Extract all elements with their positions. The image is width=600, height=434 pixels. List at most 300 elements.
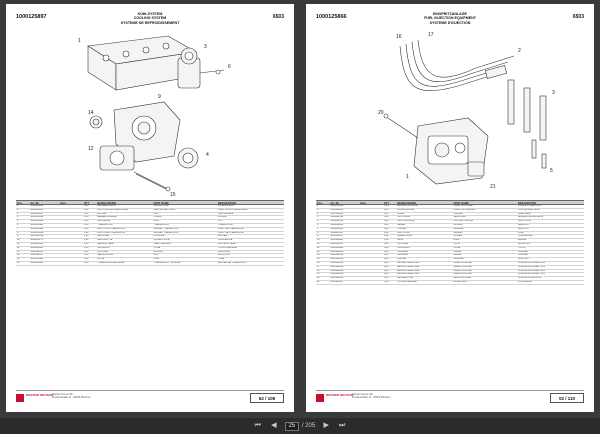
table-cell — [59, 216, 83, 219]
table-cell: INJECTION PUMP — [453, 205, 474, 207]
page-navigator — [285, 422, 315, 431]
table-cell: INJECTION LINE — [453, 273, 472, 276]
table-cell: 13 — [317, 250, 320, 253]
svg-text:3: 3 — [204, 44, 207, 50]
table-cell — [359, 281, 383, 284]
table-cell: DICHTUNG THERMOSTAT — [97, 227, 126, 230]
table-cell: 1000119357 — [30, 254, 43, 257]
table-cell: 1,00 — [83, 250, 89, 253]
table-cell: 1,00 — [83, 261, 89, 264]
page-footer — [16, 390, 284, 404]
table-cell: TEMP. SENSOR — [153, 242, 171, 245]
table-cell: FAN — [153, 212, 159, 215]
table-cell — [359, 277, 383, 280]
table-cell: CAP — [153, 254, 159, 257]
table-cell: COLLIER — [517, 250, 528, 253]
table-cell: 1,00 — [383, 261, 389, 264]
table-cell: DICHTUNG THERMOSTAT — [97, 231, 126, 234]
table-cell: EINSPRITZLEITUNG — [397, 265, 420, 268]
table-cell: 21 — [317, 280, 320, 283]
table-cell: 1,00 — [83, 239, 89, 242]
section-titles — [306, 12, 594, 25]
col-anm: Anm. — [359, 202, 367, 204]
table-cell: 10 — [317, 239, 320, 242]
table-cell: 19 — [317, 273, 320, 276]
table-cell: 1,00 — [383, 223, 389, 226]
table-cell: THERMOSTATGEHÄUSE — [97, 261, 125, 264]
table-cell: 7 — [317, 227, 319, 230]
table-cell: 6 — [317, 223, 319, 226]
section-code: 6503 — [272, 14, 284, 20]
page-indicator: 62 / 108 — [250, 393, 284, 403]
table-cell: 1000171286 — [330, 205, 344, 207]
table-cell: PROTECTIVE CAP — [453, 220, 474, 223]
table-cell: 1000084513 — [330, 216, 344, 219]
table-cell: CAPTEUR TEMP. — [217, 242, 237, 245]
table-cell: GEHÄUSE — [97, 235, 109, 238]
table-cell: 1,00 — [83, 242, 89, 245]
title-de: KÜHLSYSTEM — [137, 12, 163, 16]
table-cell — [359, 243, 383, 246]
table-cell: CLAMP — [453, 254, 462, 257]
table-cell: BRACKET — [453, 258, 465, 261]
table-cell: 1,00 — [383, 280, 389, 283]
svg-text:14: 14 — [88, 110, 94, 116]
table-cell — [59, 258, 83, 261]
table-cell: 1,00 — [383, 220, 389, 223]
table-cell: 1000120908 — [330, 246, 344, 249]
table-cell: 14 — [17, 254, 20, 257]
col-bezeichnung: BEZEICHNUNG — [397, 202, 417, 204]
svg-text:21: 21 — [490, 184, 496, 190]
table-cell: GASKET THERMOSTAT — [153, 227, 179, 230]
table-cell: HALTER — [397, 258, 407, 261]
col-anm: Anm. — [59, 202, 67, 204]
table-cell — [359, 266, 383, 269]
doc-number: 1000125866 — [316, 14, 347, 20]
table-cell: THERMOSTAT — [97, 223, 113, 226]
table-cell: THERMOSTAT HOUSING — [153, 261, 181, 264]
table-cell: 16 — [17, 261, 20, 264]
table-cell — [359, 232, 383, 235]
svg-text:20: 20 — [378, 110, 384, 116]
table-cell — [359, 205, 383, 208]
table-cell: INJECTEUR — [517, 212, 531, 215]
table-cell: PLUG — [453, 242, 460, 245]
table-cell — [359, 213, 383, 216]
table-cell: 1,00 — [383, 277, 389, 280]
col-pos: Pos. — [17, 202, 23, 204]
table-cell: RESSORT — [517, 223, 529, 226]
table-cell: COLLIER — [517, 254, 528, 257]
left-page — [6, 4, 294, 412]
table-cell — [59, 239, 83, 242]
table-cell — [59, 213, 83, 216]
table-cell: SEAL WATER PUMP — [153, 208, 176, 211]
table-cell: 12 — [317, 246, 320, 249]
table-cell — [59, 243, 83, 246]
table-cell: 1,00 — [383, 216, 389, 219]
table-cell: 1000119356 — [30, 250, 43, 253]
title-fr: SYSTEME DE REFROIDISSEMENT — [120, 20, 180, 25]
table-cell: POMPE D'INJECTION — [517, 205, 542, 207]
table-cell: 1,00 — [383, 235, 389, 238]
table-cell — [359, 258, 383, 261]
svg-text:4: 4 — [206, 152, 209, 158]
col-part-name: PART NAME — [453, 202, 469, 204]
table-cell: CLAMP — [453, 250, 462, 253]
table-cell: BAGUE D'ETANCHEITE — [517, 216, 544, 219]
col-qty: QTY — [383, 202, 390, 204]
table-cell: 1000061171 — [30, 239, 43, 242]
table-cell: SENSOR TEMP. — [97, 242, 115, 245]
table-cell — [59, 254, 83, 257]
table-cell: SUPPORT — [517, 227, 529, 230]
col-art-nr: Art.-Nr. — [330, 202, 340, 204]
table-cell: DICHTUNG WASSERPUMPE — [97, 208, 129, 211]
table-cell: POULIE — [217, 216, 227, 219]
table-cell — [59, 251, 83, 254]
table-cell: 18 — [317, 269, 320, 272]
table-cell: 1,00 — [383, 265, 389, 268]
prev-page-icon[interactable]: ◀ — [271, 422, 277, 429]
wacker-neuson-logo-icon — [16, 394, 24, 402]
table-cell: 8 — [317, 231, 319, 234]
svg-text:12: 12 — [88, 146, 94, 152]
table-cell: 1 — [317, 205, 319, 207]
table-cell: 1000084517 — [330, 242, 344, 245]
table-cell: COUVERCLE — [217, 239, 233, 242]
table-cell: 1000121920 — [30, 223, 44, 226]
table-cell: HALTER — [397, 227, 407, 230]
col-part-name: PART NAME — [153, 202, 169, 204]
table-row — [16, 262, 284, 266]
table-cell — [359, 216, 383, 219]
current-page-input[interactable] — [285, 422, 299, 431]
table-cell: RACCORD — [217, 250, 230, 253]
table-cell: FEDER — [397, 223, 406, 226]
table-cell: 1,00 — [383, 227, 389, 230]
table-cell: 15 — [317, 258, 320, 261]
table-cell: 1,00 — [383, 212, 389, 215]
table-cell: RING — [397, 239, 404, 242]
table-cell: 11 — [17, 242, 20, 245]
table-cell: 1 — [17, 205, 19, 207]
table-cell: SCHLAUCH — [97, 246, 110, 249]
table-cell: LÜFTER — [97, 212, 107, 215]
table-cell: BOUCHON — [517, 242, 530, 245]
table-cell: 1000041381 — [30, 242, 44, 245]
table-cell: 1000126865 — [330, 208, 344, 211]
col-designation: DESIGNATION — [217, 202, 236, 204]
address-line-2: Preußenstraße 41 · 80809 München — [352, 395, 391, 399]
table-cell: HOSE — [453, 246, 461, 249]
table-cell: DECKPLATTE — [97, 239, 113, 242]
address-line-1: Wacker Neuson SE — [52, 393, 73, 396]
table-cell — [359, 220, 383, 223]
table-cell: 1,00 — [383, 205, 389, 207]
table-cell: 1,00 — [383, 239, 389, 242]
table-cell: 1,00 — [83, 227, 89, 230]
table-cell: 1,00 — [383, 269, 389, 272]
table-cell: HOSE — [153, 246, 161, 249]
table-cell: 1,00 — [83, 231, 89, 234]
table-cell: RIEMENSCHEIBE — [97, 216, 117, 219]
doc-number: 1000125897 — [16, 14, 47, 20]
table-cell: 1000121899 — [30, 235, 44, 238]
svg-text:15: 15 — [170, 192, 176, 198]
table-cell — [359, 251, 383, 254]
table-cell: SEAL RING — [453, 216, 466, 219]
table-cell: 1,00 — [383, 250, 389, 253]
table-cell: 1000120917 — [330, 280, 344, 283]
table-cell: EINSPRITZLEITUNG — [397, 269, 420, 272]
table-cell: NOZZLE — [453, 212, 463, 215]
first-page-icon[interactable]: ⏮ — [254, 422, 261, 429]
table-cell: CONDUITE D'INJECTION — [517, 265, 545, 268]
table-cell: 9 — [17, 235, 19, 238]
table-cell: 13 — [17, 250, 20, 253]
table-cell: THERMOSTAT — [153, 223, 170, 226]
table-cell: 1000120910 — [330, 254, 344, 257]
table-cell: 1,00 — [383, 246, 389, 249]
manufacturer-name: WACKER NEUSON — [326, 393, 354, 397]
svg-text:6: 6 — [228, 64, 231, 70]
cooling-system-drawing — [18, 28, 282, 198]
section-titles — [6, 12, 294, 25]
table-cell: BAGUE — [517, 239, 526, 242]
title-de: EINSPRITZANLAGE — [433, 12, 467, 16]
table-cell — [359, 254, 383, 257]
table-cell — [359, 262, 383, 265]
table-cell: VERSCHLUSS — [97, 254, 113, 257]
table-cell: 5 — [17, 220, 19, 223]
table-cell: CONDUITE D'INJECTION — [517, 261, 545, 264]
table-cell: 2 — [317, 208, 319, 211]
table-cell: 1000117406 — [30, 258, 43, 261]
table-cell — [359, 209, 383, 212]
table-cell: 1,00 — [83, 254, 89, 257]
table-cell: PORTE-INJECTEUR — [517, 208, 540, 211]
table-cell — [359, 247, 383, 250]
right-page — [306, 4, 594, 412]
table-cell: VENTILATEUR — [217, 212, 234, 215]
table-cell: 1000120916 — [330, 277, 344, 280]
table-cell: CONDUITE D'INJECTION — [517, 273, 545, 276]
title-en: FUEL INJECTION EQUIPMENT — [424, 16, 476, 21]
table-cell: 1000120913 — [330, 265, 344, 268]
table-cell: 1,00 — [383, 273, 389, 276]
total-pages: / 205 — [301, 423, 316, 429]
svg-text:3: 3 — [552, 90, 555, 96]
table-cell: 4 — [17, 216, 19, 219]
table-cell: BRACKET — [453, 227, 465, 230]
address-line-1: Wacker Neuson SE — [352, 393, 373, 396]
table-cell: STUTZEN — [97, 250, 108, 253]
table-cell: INJECTION LINE — [453, 265, 472, 268]
table-cell: THERMOSTAT — [217, 223, 234, 226]
table-cell: SCHLAUCH — [397, 246, 410, 249]
table-cell: 1000120915 — [330, 273, 344, 276]
table-cell: 1000082004 — [330, 227, 344, 230]
svg-text:5: 5 — [550, 168, 553, 174]
viewer-toolbar — [0, 418, 600, 434]
table-cell: EINSPRITZPUMPE — [397, 205, 418, 207]
table-cell — [59, 262, 83, 265]
last-page-icon[interactable]: ⏭ — [339, 422, 346, 429]
table-cell: 1000174868 — [30, 231, 44, 234]
section-code: 6503 — [572, 14, 584, 20]
table-cell: TUYAU FLEXIBLE — [217, 246, 237, 249]
table-cell: 5 — [317, 220, 319, 223]
table-cell: BOUCHON — [217, 254, 230, 257]
table-cell: 1000120897 — [330, 235, 344, 238]
table-cell: PULLEY — [153, 216, 163, 219]
table-cell: LECKLEITUNG — [397, 277, 414, 280]
table-cell: 2 — [17, 208, 19, 211]
table-cell: JOINT DE THERMOSTAT — [217, 231, 245, 234]
table-cell: HOUSING — [153, 235, 165, 238]
table-cell: 10 — [17, 239, 20, 242]
table-cell — [359, 273, 383, 276]
table-cell: JOINT DE THERMOSTAT — [217, 227, 245, 230]
table-cell: 1000084516 — [330, 220, 344, 223]
table-cell: WATER PUMP — [153, 205, 169, 207]
table-cell: 12 — [17, 246, 20, 249]
table-cell: 1000112111 — [30, 212, 43, 215]
table-cell: 1,00 — [383, 242, 389, 245]
table-cell — [59, 228, 83, 231]
table-cell: 3 — [317, 212, 319, 215]
table-cell: LEAK-OFF LINE — [453, 277, 471, 280]
title-en: COOLING SYSTEM — [133, 16, 167, 21]
table-cell: TUYAU — [517, 246, 526, 249]
table-cell: COVER — [453, 235, 462, 238]
fuel-injection-drawing — [318, 28, 582, 198]
table-cell: 1,00 — [383, 208, 389, 211]
table-cell: 1000120911 — [330, 258, 343, 261]
table-cell: COVER PLATE — [153, 239, 170, 242]
manufacturer-address — [352, 394, 391, 400]
table-cell: 1000116380 — [30, 261, 43, 264]
table-cell: JOINT DE LA POMPE A EAU — [217, 208, 248, 211]
address-line-2: Preußenstraße 41 · 80809 München — [52, 395, 91, 399]
table-cell: 15 — [17, 258, 20, 261]
svg-text:9: 9 — [158, 94, 161, 100]
table-cell: INJECTION LINE — [453, 269, 472, 272]
table-cell: 1,00 — [383, 258, 389, 261]
parts-table — [316, 200, 584, 285]
table-cell: BOLT — [153, 220, 160, 223]
table-body — [316, 205, 584, 285]
table-cell: TUBE — [217, 258, 225, 261]
table-cell: 1,00 — [83, 258, 89, 261]
table-cell — [59, 220, 83, 223]
table-cell — [59, 232, 83, 235]
table-cell: 17 — [317, 265, 320, 268]
table-cell: SUPPORT — [517, 258, 529, 261]
table-cell: 1000120905 — [330, 239, 344, 242]
table-cell: 1000120909 — [330, 250, 344, 253]
table-cell: ROHR — [97, 258, 105, 261]
table-cell: 1,00 — [83, 246, 89, 249]
table-cell: STOPFEN — [397, 242, 409, 245]
table-cell: EINSPRITZLEITUNG — [397, 273, 420, 276]
parts-table — [16, 200, 284, 266]
table-cell: PIPE — [153, 258, 159, 261]
table-cell: 11 — [317, 242, 320, 245]
table-cell — [359, 224, 383, 227]
table-cell — [59, 205, 83, 208]
table-cell: 1,00 — [83, 205, 89, 207]
table-cell: SPRING — [453, 223, 463, 226]
table-cell: GASKET — [453, 231, 463, 234]
next-page-icon[interactable]: ▶ — [323, 422, 329, 429]
table-cell: COUVERCLE — [517, 235, 533, 238]
manufacturer-address — [52, 394, 91, 400]
col-art-nr: Art.-Nr. — [30, 202, 40, 204]
table-cell: 1,00 — [83, 212, 89, 215]
title-fr: SYSTEME D'INJECTION — [429, 20, 471, 25]
table-cell: 1000121913 — [30, 220, 44, 223]
svg-text:2: 2 — [518, 48, 521, 54]
table-cell: SOCKET — [153, 250, 164, 253]
table-cell: 1000120904 — [330, 212, 344, 215]
col-pos: Pos. — [317, 202, 323, 204]
table-cell: 20 — [317, 277, 320, 280]
table-cell: SCHRAUBE — [97, 220, 111, 223]
svg-text:1: 1 — [78, 38, 81, 44]
table-cell: 1000012801 — [30, 246, 44, 249]
table-cell: 1,00 — [383, 254, 389, 257]
table-cell: INJECTOR NOZZLE — [453, 208, 475, 211]
table-cell: SCHUTZKAPPE — [397, 220, 415, 223]
col-designation: DESIGNATION — [517, 202, 536, 204]
col-qty: QTY — [83, 202, 90, 204]
table-cell: POMPE A EAU — [217, 205, 234, 207]
table-cell: DICHTRING — [397, 216, 411, 219]
table-cell: JOINT — [517, 231, 525, 234]
table-cell: 8 — [17, 231, 19, 234]
table-cell: CAPUCHON — [517, 220, 532, 223]
table-cell: ABDECKUNG — [397, 235, 412, 238]
table-cell — [59, 235, 83, 238]
col-bezeichnung: BEZEICHNUNG — [97, 202, 117, 204]
table-cell — [359, 270, 383, 273]
table-cell: SCHELLE — [397, 254, 408, 257]
table-cell: DÜSENHALTER — [397, 208, 415, 211]
svg-text:16: 16 — [396, 34, 402, 40]
table-cell: 1000083111 — [330, 231, 343, 234]
table-cell: SCHELLE — [397, 250, 408, 253]
table-cell: 1,00 — [83, 216, 89, 219]
table-cell: WASSERPUMPE — [97, 205, 116, 207]
table-cell: BANJO BOLT — [453, 280, 468, 283]
table-cell: INJECTION LINE — [453, 261, 472, 264]
table-cell: CONDUITE DE FUITE — [517, 277, 542, 280]
table-cell: EINSPRITZLEITUNG — [397, 261, 420, 264]
table-cell: 1,00 — [83, 220, 89, 223]
table-cell: 7 — [17, 227, 19, 230]
table-cell: 1000011898 — [30, 208, 43, 211]
table-cell: BOITIER DE THERMOSTAT — [217, 261, 248, 264]
table-cell: 1,00 — [83, 208, 89, 211]
table-cell: CONDUITE D'INJECTION — [517, 269, 545, 272]
table-row — [316, 281, 584, 285]
table-cell: 1000082003 — [330, 223, 344, 226]
table-cell: 1000125896 — [30, 205, 44, 207]
table-cell: 1,00 — [383, 231, 389, 234]
